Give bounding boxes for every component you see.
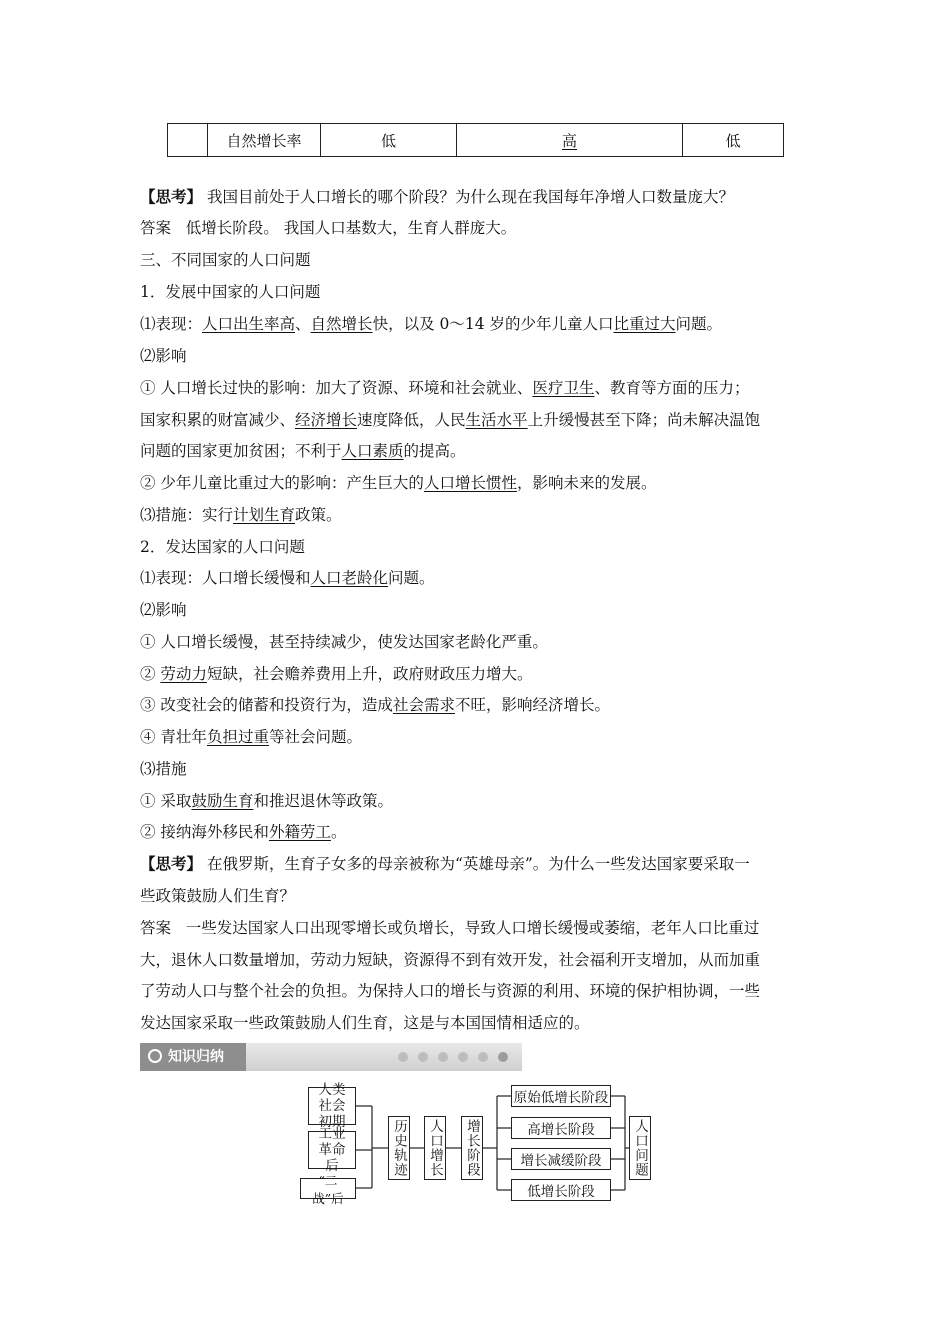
paragraph: ② 接纳海外移民和外籍劳工。 (140, 823, 347, 841)
problem-box: 人口问题 (629, 1116, 651, 1180)
era-box-postwar: “二战”后 (300, 1178, 356, 1199)
paragraph: ③ 改变社会的储蓄和投资行为，造成社会需求不旺，影响经济增长。 (140, 696, 610, 714)
paragraph: ⑵影响 (140, 601, 187, 619)
stages-box: 增长阶段 (461, 1116, 483, 1180)
table-label-cell: 自然增长率 (208, 124, 321, 157)
think-question-2-cont: 些政策鼓励人们生育？ (140, 887, 296, 905)
stage-box: 高增长阶段 (511, 1117, 611, 1139)
think-answer-2-cont: 了劳动人口与整个社会的负担。为保持人口的增长与资源的利用、环境的保护相协调，一些 (140, 982, 761, 1000)
section-title: 三、不同国家的人口问题 (140, 251, 311, 269)
era-box-early: 人类社会初期 (308, 1087, 356, 1125)
table-cell: 低 (321, 124, 457, 157)
think-answer-2-cont: 发达国家采取一些政策鼓励人们生育，这是与本国国情相适应的。 (140, 1014, 590, 1032)
think-question-2: 【思考】 在俄罗斯，生育子女多的母亲被称为“英雄母亲”。为什么一些发达国家要采取一 (140, 854, 750, 873)
dot-icon (438, 1052, 448, 1062)
banner-title: 知识归纳 (168, 1049, 224, 1065)
target-icon (148, 1049, 162, 1063)
stage-box: 增长减缓阶段 (511, 1148, 611, 1170)
table-cell: 低 (683, 124, 784, 157)
dot-icon (478, 1052, 488, 1062)
think-tag: 【思考】 (140, 187, 203, 206)
table-cell: 高 (457, 124, 683, 157)
subsection-title: 1．发展中国家的人口问题 (140, 283, 321, 301)
paragraph: ⑵影响 (140, 347, 187, 365)
think-tag: 【思考】 (140, 854, 203, 873)
knowledge-summary-banner (140, 1043, 522, 1071)
paragraph: ⑴表现：人口出生率高、自然增长快，以及 0～14 岁的少年儿童人口比重过大问题。 (140, 315, 723, 333)
growth-box: 人口增长 (424, 1116, 446, 1180)
paragraph: ① 人口增长过快的影响：加大了资源、环境和社会就业、医疗卫生、教育等方面的压力； (140, 379, 750, 397)
paragraph: ④ 青壮年负担过重等社会问题。 (140, 728, 362, 746)
era-box-industrial: 工业革命后 (308, 1131, 356, 1169)
history-box: 历史轨迹 (388, 1116, 410, 1180)
dot-icon (398, 1052, 408, 1062)
think-answer-1: 答案 低增长阶段。 我国人口基数大，生育人群庞大。 (140, 219, 517, 237)
natural-growth-table (167, 123, 784, 157)
paragraph: 问题的国家更加贫困；不利于人口素质的提高。 (140, 442, 466, 460)
think-question-1: 【思考】 我国目前处于人口增长的哪个阶段？为什么现在我国每年净增人口数量庞大？ (140, 187, 734, 206)
paragraph: ⑴表现：人口增长缓慢和人口老龄化问题。 (140, 569, 435, 587)
banner-title-block (140, 1043, 246, 1071)
paragraph: ⑶措施：实行计划生育政策。 (140, 506, 342, 524)
think-answer-2-cont: 大，退休人口数量增加，劳动力短缺，资源得不到有效开发，社会福利开支增加，从而加重 (140, 951, 761, 969)
dot-icon (458, 1052, 468, 1062)
think-answer-2: 答案 一些发达国家人口出现零增长或负增长，导致人口增长缓慢或萎缩，老年人口比重过 (140, 919, 760, 937)
paragraph: ① 人口增长缓慢，甚至持续减少，使发达国家老龄化严重。 (140, 633, 548, 651)
stage-box: 低增长阶段 (511, 1179, 611, 1201)
table-row (168, 124, 784, 157)
dot-icon (498, 1052, 508, 1062)
dot-icon (418, 1052, 428, 1062)
paragraph: ② 劳动力短缺，社会赡养费用上升，政府财政压力增大。 (140, 665, 533, 683)
paragraph: 国家积累的财富减少、经济增长速度降低，人民生活水平上升缓慢甚至下降；尚未解决温饱 (140, 411, 761, 429)
subsection-title: 2．发达国家的人口问题 (140, 538, 305, 556)
paragraph: ⑶措施 (140, 760, 187, 778)
paragraph: ① 采取鼓励生育和推迟退休等政策。 (140, 792, 393, 810)
table-empty-cell (168, 124, 208, 157)
stage-box: 原始低增长阶段 (511, 1085, 611, 1107)
paragraph: ② 少年儿童比重过大的影响：产生巨大的人口增长惯性，影响未来的发展。 (140, 474, 657, 492)
